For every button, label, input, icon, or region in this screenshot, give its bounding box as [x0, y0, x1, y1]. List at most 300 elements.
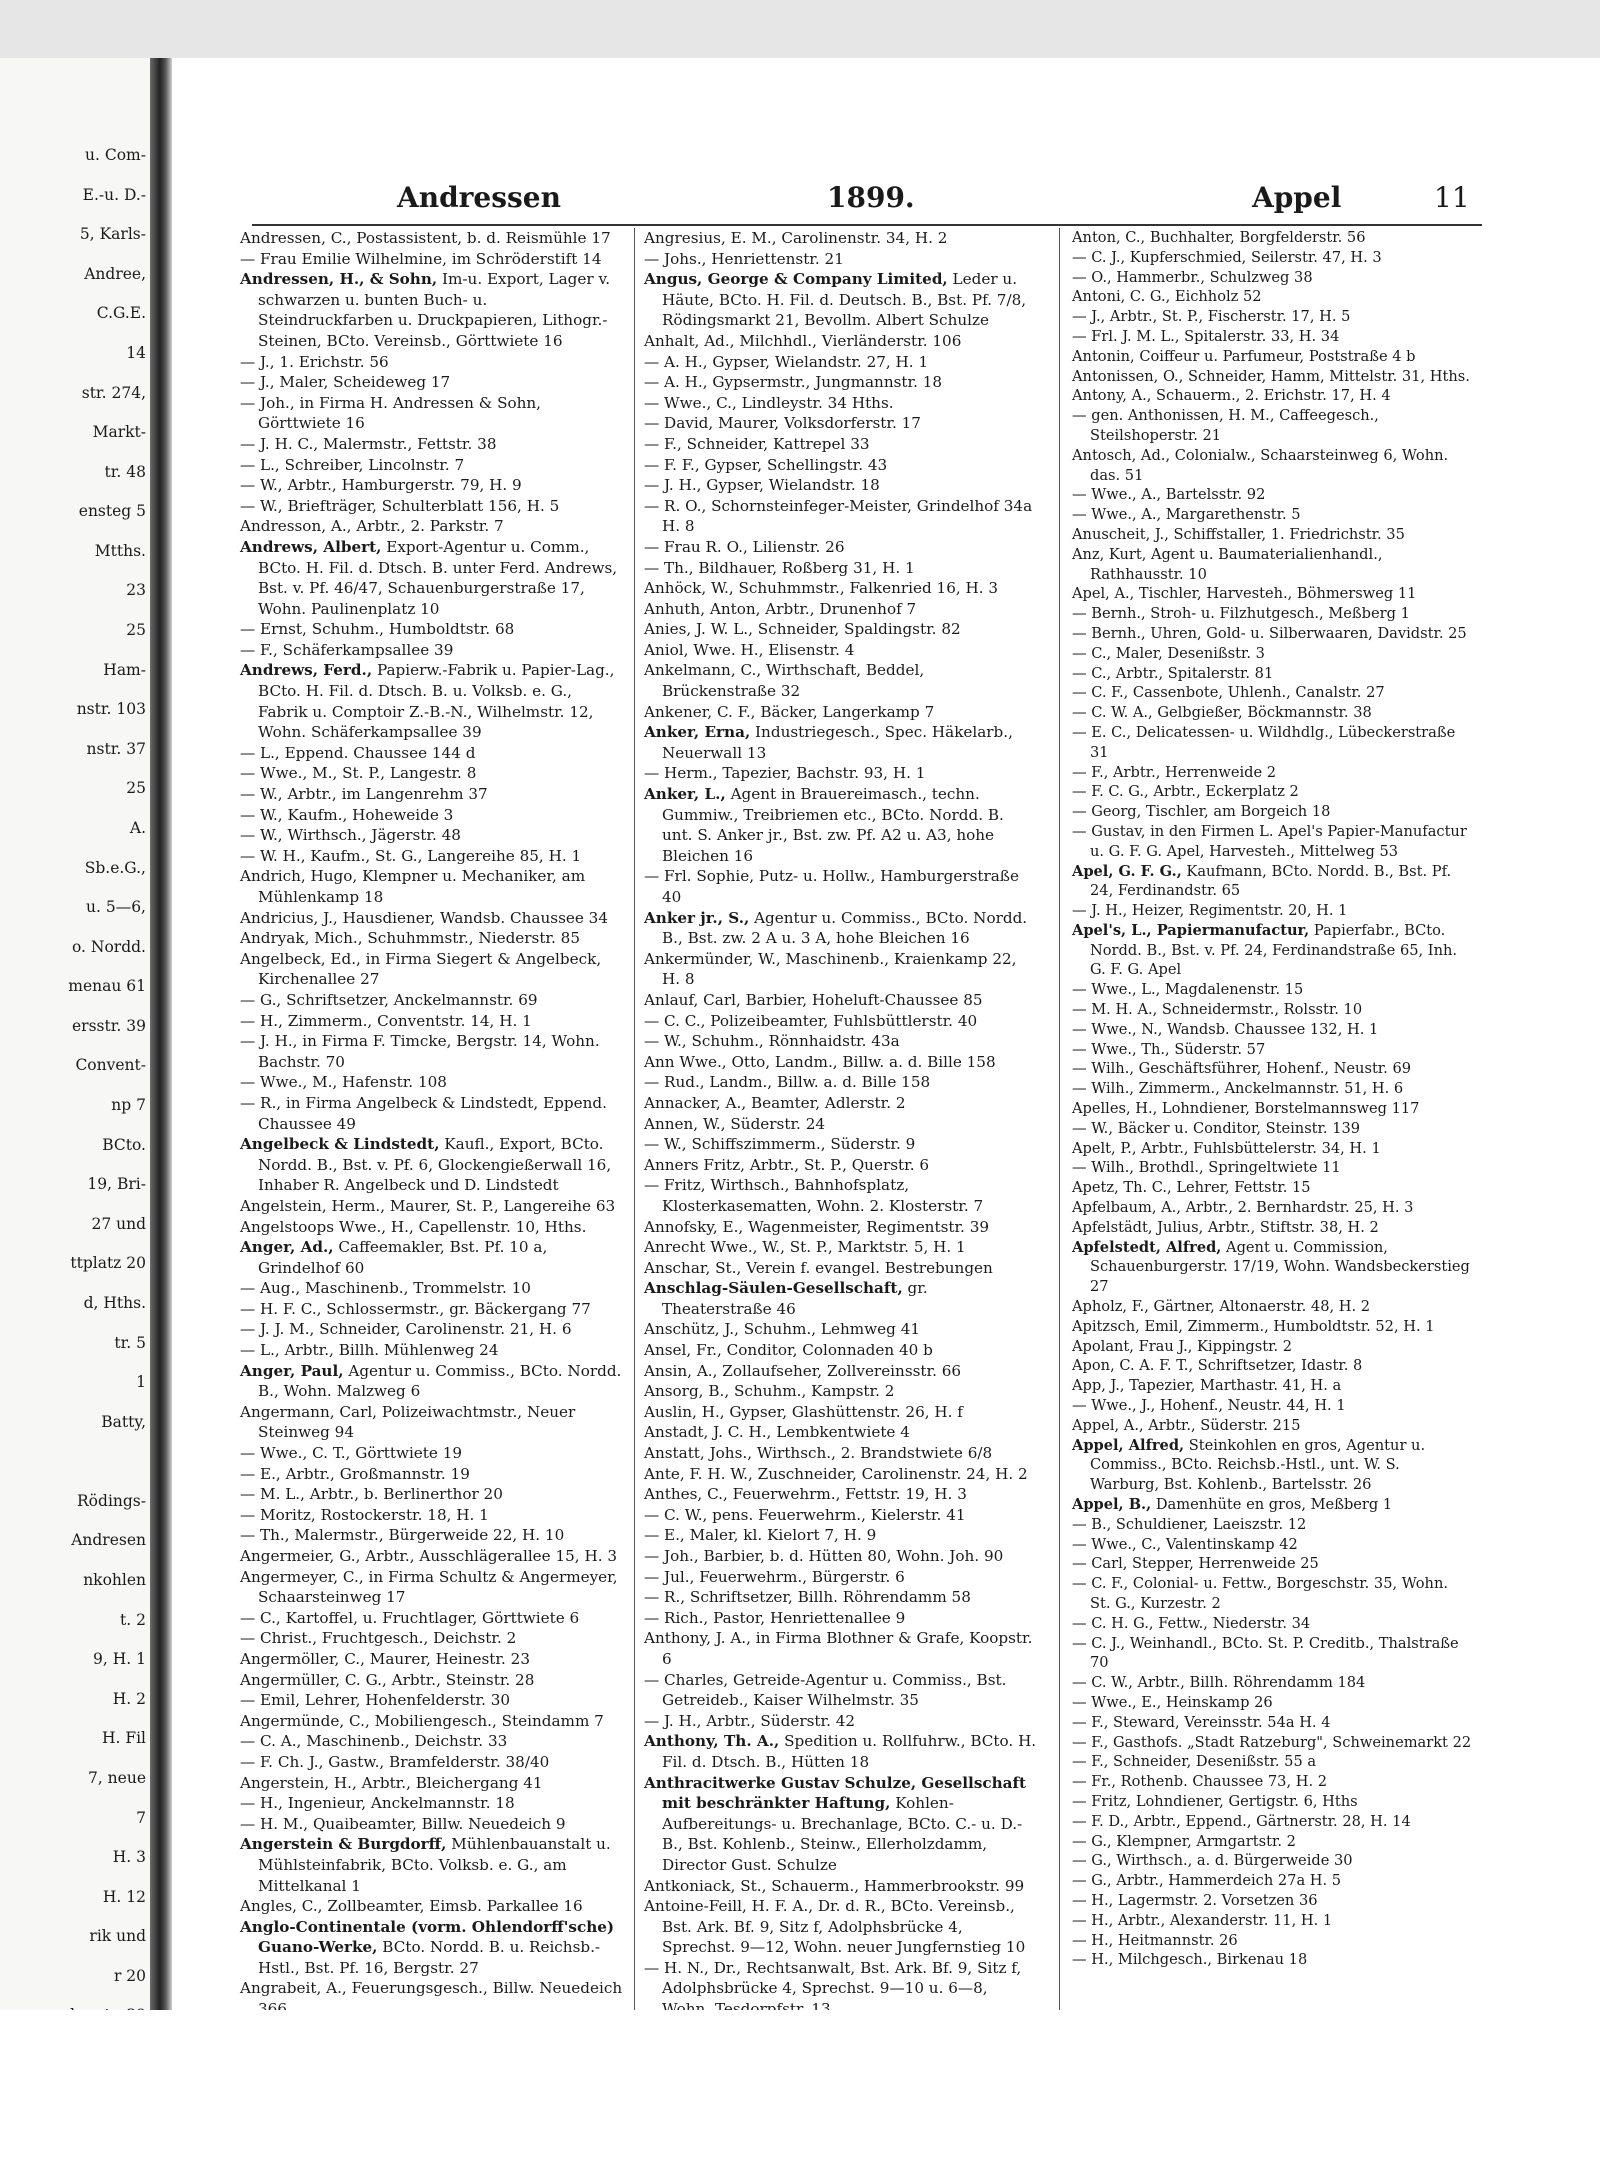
- entry-text: — C. W. A., Gelbgießer, Böckmannstr. 38: [1072, 704, 1372, 722]
- entry-text: — B., Schuldiener, Laeiszstr. 12: [1072, 1515, 1307, 1533]
- directory-entry: [1072, 287, 1472, 307]
- entry-text: — Rich., Pastor, Henriettenallee 9: [644, 1608, 906, 1627]
- directory-entry: [240, 1319, 625, 1340]
- entry-text: — Rud., Landm., Billw. a. d. Bille 158: [644, 1073, 931, 1092]
- entry-text: — C. A., Maschinenb., Deichstr. 33: [240, 1732, 508, 1751]
- entry-text: Annen, W., Süderstr. 24: [644, 1114, 826, 1133]
- directory-entry: [644, 1217, 1039, 1238]
- entry-text: — Frl. J. M. L., Spitalerstr. 33, H. 34: [1072, 327, 1340, 345]
- directory-column-2: [644, 228, 1039, 2020]
- entry-firm-name: Anger, Ad.,: [240, 1238, 334, 1257]
- directory-entry: [240, 1628, 625, 1649]
- entry-text: — H., Lagermstr. 2. Vorsetzen 36: [1072, 1891, 1318, 1909]
- directory-entry: [1072, 604, 1472, 624]
- directory-entry: [1072, 1574, 1472, 1614]
- directory-entry: [644, 660, 1039, 701]
- entry-text: — F. Ch. J., Gastw., Bramfelderstr. 38/40: [240, 1752, 550, 1771]
- entry-text: Export-Agentur u. Comm., BCto. H. Fil. d. Dtsch. B. unter Ferd. Andrews, Bst. v. Pf. 46/47, Schauenburgerstraße 17, Wohn. Paulinenplatz 10: [258, 537, 618, 618]
- directory-entry: [240, 249, 625, 270]
- directory-entry: [1072, 347, 1472, 367]
- entry-text: Steinkohlen en gros, Agentur u. Commiss., BCto. Reichsb.-Hstl., unt. W. S. Warburg, Bst. Kohlenb., Bartelsstr. 26: [1090, 1436, 1426, 1494]
- entry-text: Ankelmann, C., Wirthschaft, Beddel, Brückenstraße 32: [644, 661, 925, 701]
- entry-text: Angermann, Carl, Polizeiwachtmstr., Neuer Steinweg 94: [240, 1402, 576, 1442]
- entry-text: Angermünde, C., Mobiliengesch., Steindamm 7: [240, 1711, 604, 1730]
- entry-text: Angelstein, Herm., Maurer, St. P., Langereihe 63: [240, 1196, 616, 1215]
- entry-text: — C. C., Polizeibeamter, Fuhlsbüttlerstr. 40: [644, 1011, 978, 1030]
- directory-entry: [1072, 248, 1472, 268]
- entry-text: — G., Klempner, Armgartstr. 2: [1072, 1832, 1296, 1850]
- entry-text: — G., Arbtr., Hammerdeich 27a H. 5: [1072, 1872, 1342, 1890]
- column-divider: [1059, 228, 1060, 2068]
- directory-entry: [1072, 1614, 1472, 1634]
- directory-entry: [644, 558, 1039, 579]
- left-page-text-fragment: A.: [129, 819, 146, 837]
- entry-text: — Wwe., M., Hafenstr. 108: [240, 1073, 447, 1092]
- directory-entry: [644, 1731, 1039, 1772]
- directory-entry: [1072, 406, 1472, 446]
- directory-entry: [1072, 723, 1472, 763]
- left-page-fragment: [0, 58, 170, 2018]
- directory-entry: [644, 1237, 1039, 1258]
- entry-firm-name: Anker, Erna,: [644, 723, 751, 742]
- left-page-text-fragment: nstr. 103: [76, 700, 146, 718]
- directory-entry: [644, 1319, 1039, 1340]
- entry-text: Aniol, Wwe. H., Elisenstr. 4: [644, 640, 855, 659]
- entry-firm-name: Andressen, H., & Sohn,: [240, 270, 438, 289]
- directory-entry: [240, 825, 625, 846]
- entry-text: — Emil, Lehrer, Hohenfelderstr. 30: [240, 1691, 511, 1710]
- directory-entry: [240, 1814, 625, 1835]
- left-page-text-fragment: 14: [126, 344, 146, 362]
- entry-text: — R. O., Schornsteinfeger-Meister, Grindelhof 34a H. 8: [644, 496, 1033, 536]
- directory-entry: [1072, 1554, 1472, 1574]
- left-page-text-fragment: nkohlen: [83, 1571, 146, 1589]
- directory-entry: [644, 1072, 1039, 1093]
- directory-entry: [1072, 763, 1472, 783]
- entry-text: — M. H. A., Schneidermstr., Rolsstr. 10: [1072, 1001, 1363, 1019]
- entry-text: Apfelstädt, Julius, Arbtr., Stiftstr. 38, H. 2: [1072, 1218, 1379, 1236]
- entry-text: Andryak, Mich., Schuhmmstr., Niederstr. 85: [240, 929, 581, 948]
- entry-text: Ante, F. H. W., Zuschneider, Carolinenstr. 24, H. 2: [644, 1464, 1028, 1483]
- directory-entry: [1072, 1416, 1472, 1436]
- left-page-text-fragment: E.-u. D.-: [82, 186, 146, 204]
- left-page-text-fragment: Convent-: [75, 1056, 146, 1074]
- left-page-text-fragment: u. 5—6,: [86, 898, 146, 916]
- entry-text: Angrabeit, A., Feuerungsgesch., Billw. Neuedeich: [240, 1979, 623, 1998]
- entry-text: Agentur u. Commiss., BCto. Nordd. B., Wohn. Malzweg 6: [258, 1361, 622, 1401]
- directory-entry: [240, 1278, 625, 1299]
- directory-entry: [1072, 644, 1472, 664]
- directory-entry: [240, 1196, 625, 1217]
- directory-entry: [1072, 1317, 1472, 1337]
- left-page-text-fragment: Andresen: [71, 1531, 146, 1549]
- entry-text: Antonissen, O., Schneider, Hamm, Mittelstr. 31, Hths.: [1072, 367, 1470, 385]
- left-page-text-fragment: np 7: [111, 1096, 146, 1114]
- entry-text: — W., Arbtr., Hamburgerstr. 79, H. 9: [240, 476, 522, 495]
- left-page-text-fragment: d, Hths.: [83, 1294, 146, 1312]
- left-page-text-fragment: 19, Bri-: [87, 1175, 146, 1193]
- directory-entry: [240, 1340, 625, 1361]
- directory-entry: [1072, 505, 1472, 525]
- left-page-text-fragment: C.G.E.: [96, 304, 146, 322]
- directory-entry: [240, 846, 625, 867]
- entry-text: Andressen, C., Postassistent, b. d. Reismühle 17: [240, 229, 611, 247]
- directory-page: [172, 58, 1547, 2018]
- entry-text: — C. F., Cassenbote, Uhlenh., Canalstr. 27: [1072, 684, 1385, 702]
- entry-text: Kohlen-Aufbereitungs- u. Brechanlage, BCto. C.- u. D.-B., Bst. Kohlenb., Steinw., Ellerholzdamm, Director Gust. Schulze: [662, 1794, 1023, 1874]
- directory-entry: [240, 1093, 625, 1134]
- directory-entry: [1072, 1891, 1472, 1911]
- directory-column-1: [240, 228, 625, 2040]
- entry-text: Ankener, C. F., Bäcker, Langerkamp 7: [644, 702, 935, 721]
- directory-entry: [1072, 1733, 1472, 1753]
- page-header: [172, 58, 1547, 228]
- directory-entry: [644, 1052, 1039, 1073]
- left-page-text-fragment: BCto.: [102, 1136, 146, 1154]
- entry-firm-name: Anger, Paul,: [240, 1361, 344, 1380]
- entry-text: — F., Arbtr., Herrenweide 2: [1072, 763, 1277, 781]
- entry-text: — Wilh., Geschäftsführer, Hohenf., Neustr. 69: [1072, 1060, 1412, 1078]
- directory-entry: [644, 372, 1039, 393]
- entry-text: — A. H., Gypsermstr., Jungmannstr. 18: [644, 373, 943, 392]
- entry-text: Anhalt, Ad., Milchhdl., Vierländerstr. 106: [644, 331, 962, 350]
- entry-text: — J., Maler, Scheideweg 17: [240, 373, 451, 392]
- entry-text: — A. H., Gypser, Wielandstr. 27, H. 1: [644, 352, 929, 371]
- left-page-text-fragment: ttplatz 20: [70, 1254, 146, 1272]
- left-page-text-fragment: rik und: [89, 1927, 146, 1945]
- directory-entry: [240, 393, 625, 434]
- entry-text: Anstatt, Johs., Wirthsch., 2. Brandstwiete 6/8: [644, 1444, 993, 1463]
- directory-entry: [240, 990, 625, 1011]
- left-page-text-fragment: ersstr. 39: [71, 1017, 146, 1035]
- directory-entry: [644, 352, 1039, 373]
- entry-text: — Herm., Tapezier, Bachstr. 93, H. 1: [644, 764, 926, 783]
- entry-text: Annacker, A., Beamter, Adlerstr. 2: [644, 1093, 906, 1112]
- entry-text: App, J., Tapezier, Marthastr. 41, H. a: [1072, 1377, 1342, 1395]
- entry-text: Angresius, E. M., Carolinenstr. 34, H. 2: [644, 229, 948, 247]
- entry-text: — C. W., pens. Feuerwehrm., Kielerstr. 41: [644, 1505, 966, 1524]
- directory-entry: [644, 1587, 1039, 1608]
- entry-text: Anuscheit, J., Schiffstaller, 1. Friedrichstr. 35: [1072, 525, 1405, 543]
- directory-entry: [240, 1402, 625, 1443]
- directory-entry: [1072, 1693, 1472, 1713]
- left-page-text-fragment: Sb.e.G.,: [84, 859, 146, 877]
- directory-entry: [1072, 446, 1472, 486]
- entry-text: Antkoniack, St., Schauerm., Hammerbrookstr. 99: [644, 1876, 1025, 1895]
- entry-text: Caffeemakler, Bst. Pf. 10 a, Grindelhof 60: [258, 1238, 548, 1277]
- entry-text: — J. H., Heizer, Regimentstr. 20, H. 1: [1072, 902, 1348, 920]
- entry-firm-name: Angelbeck & Lindstedt,: [240, 1135, 440, 1154]
- directory-entry: [1072, 1673, 1472, 1693]
- directory-entry: [240, 1711, 625, 1732]
- entry-text: Andresson, A., Arbtr., 2. Parkstr. 7: [240, 517, 504, 536]
- directory-entry: [240, 1299, 625, 1320]
- scan-margin-top: [0, 0, 1600, 58]
- entry-text: — F., Schneider, Kattrepel 33: [644, 434, 870, 453]
- entry-text: BCto. Nordd. B. u. Reichsb.-Hstl., Bst. Pf. 16, Bergstr. 27: [258, 1938, 601, 1977]
- entry-text: — W. H., Kaufm., St. G., Langereihe 85, H. 1: [240, 846, 582, 865]
- directory-entry: [240, 866, 625, 907]
- entry-text: — C. W., Arbtr., Billh. Röhrendamm 184: [1072, 1674, 1366, 1692]
- entry-firm-name: Anglo-Continentale (vorm. Ohlendorff'sche) Guano-Werke,: [240, 1917, 615, 1957]
- directory-entry: [644, 475, 1039, 496]
- entry-text: — H. M., Quaibeamter, Billw. Neuedeich 9: [240, 1814, 566, 1833]
- entry-text: — H. N., Dr., Rechtsanwalt, Bst. Ark. Bf. 9, Sitz f, Adolphsbrücke 4, Sprechst. 9—10 u. 6—8,: [644, 1958, 1022, 1998]
- entry-text: Agentur u. Commiss., BCto. Nordd. B., Bst. zw. 2 A u. 3 A, hohe Bleichen 16: [662, 908, 1028, 948]
- left-page-text-fragment: Rödings-: [77, 1492, 146, 1510]
- entry-text: Annofsky, E., Wagenmeister, Regimentstr. 39: [644, 1217, 990, 1236]
- entry-text: — H., Ingenieur, Anckelmannstr. 18: [240, 1794, 515, 1813]
- entry-text: — R., Schriftsetzer, Billh. Röhrendamm 58: [644, 1588, 971, 1607]
- entry-text: — Frl. Sophie, Putz- u. Hollw., Hamburgerstraße 40: [644, 867, 1019, 906]
- directory-entry: [644, 619, 1039, 640]
- left-page-text-fragment: r 20: [113, 1967, 146, 1985]
- directory-entry: [1072, 1356, 1472, 1376]
- directory-entry: [240, 763, 625, 784]
- entry-firm-name: Apel's, L., Papiermanufactur,: [1072, 921, 1310, 939]
- left-page-text-fragment: 25: [126, 779, 146, 797]
- directory-entry: [1072, 1158, 1472, 1178]
- entry-text: Industriegesch., Spec. Häkelarb., Neuerwall 13: [662, 723, 1013, 762]
- directory-entry: [240, 640, 625, 661]
- entry-text: — Charles, Getreide-Agentur u. Commiss., Bst. Getreideb., Kaiser Wilhelmstr. 35: [644, 1670, 1007, 1710]
- entry-text: Apelt, P., Arbtr., Fuhlsbüttelerstr. 34, H. 1: [1072, 1139, 1381, 1157]
- entry-text: — L., Schreiber, Lincolnstr. 7: [240, 455, 465, 474]
- directory-entry: [1072, 1119, 1472, 1139]
- entry-text: Im-u. Export, Lager v. schwarzen u. bunten Buch- u. Steindruckfarben u. Druckpapieren, Lithogr.-Steinen, BCto. Vereinsb., Görttwiete 16: [258, 270, 611, 350]
- entry-text: Anschar, St., Verein f. evangel. Bestrebungen: [644, 1258, 993, 1277]
- entry-text: Ansel, Fr., Conditor, Colonnaden 40 b: [644, 1341, 933, 1360]
- year-heading: 1899.: [827, 181, 915, 214]
- directory-entry: [644, 1258, 1039, 1279]
- directory-entry: [240, 269, 625, 351]
- entry-text: Apolant, Frau J., Kippingstr. 2: [1072, 1337, 1293, 1355]
- directory-entry: [644, 1876, 1039, 1897]
- directory-entry: [240, 1917, 625, 1979]
- entry-text: — Wwe., C., Valentinskamp 42: [1072, 1535, 1298, 1553]
- left-page-text-fragment: 25: [126, 621, 146, 639]
- entry-text: — Fr., Rothenb. Chaussee 73, H. 2: [1072, 1773, 1328, 1791]
- left-page-text-fragment: H. 3: [112, 1848, 146, 1866]
- directory-entry: [644, 1278, 1039, 1319]
- directory-entry: [644, 1155, 1039, 1176]
- entry-text: Antoine-Feill, H. F. A., Dr. d. R., BCto. Vereinsb., Bst. Ark. Bf. 9, Sitz f, Adolphsbrücke 4, Sprechst. 9—12, Wohn. neuer Jungfernstieg 10: [644, 1897, 1026, 1957]
- scan-margin-bottom: [0, 2010, 1600, 2177]
- entry-text: Anton, C., Buchhalter, Borgfelderstr. 56: [1072, 229, 1366, 246]
- book-gutter: [150, 58, 172, 2018]
- directory-entry: [1072, 921, 1472, 980]
- entry-text: Kaufmann, BCto. Nordd. B., Bst. Pf. 24, Ferdinandstr. 65: [1090, 862, 1452, 900]
- entry-firm-name: Apel, G. F. G.,: [1072, 862, 1182, 880]
- directory-entry: [240, 434, 625, 455]
- entry-text: Anrecht Wwe., W., St. P., Marktstr. 5, H. 1: [644, 1238, 966, 1257]
- directory-entry: [644, 1896, 1039, 1958]
- directory-entry: [240, 1731, 625, 1752]
- directory-entry: [240, 1525, 625, 1546]
- entry-text: — Wilh., Brothdl., Springeltwiete 11: [1072, 1159, 1341, 1177]
- entry-firm-name: Anthracitwerke Gustav Schulze, Gesellschaft mit beschränkter Haftung,: [644, 1773, 1027, 1813]
- entry-text: Antoni, C. G., Eichholz 52: [1072, 288, 1262, 306]
- entry-text: — H., Arbtr., Alexanderstr. 11, H. 1: [1072, 1911, 1333, 1929]
- left-page-text-fragment: 1: [136, 1373, 146, 1391]
- entry-text: — Wwe., A., Margarethenstr. 5: [1072, 506, 1301, 524]
- entry-text: — E., Arbtr., Großmannstr. 19: [240, 1464, 470, 1483]
- directory-entry: [644, 1711, 1039, 1732]
- directory-entry: [240, 928, 625, 949]
- entry-text: — H., Heitmannstr. 26: [1072, 1931, 1238, 1949]
- directory-column-3: [1072, 228, 1472, 1970]
- directory-entry: [240, 1670, 625, 1691]
- directory-entry: [644, 1628, 1039, 1669]
- entry-text: Apelles, H., Lohndiener, Borstelmannsweg 117: [1072, 1100, 1420, 1118]
- directory-entry: [644, 990, 1039, 1011]
- entry-text: gr. Theaterstraße 46: [662, 1279, 928, 1318]
- directory-entry: [644, 1011, 1039, 1032]
- directory-entry: [644, 1670, 1039, 1711]
- directory-entry: [644, 640, 1039, 661]
- entry-text: Auslin, H., Gypser, Glashüttenstr. 26, H. f: [644, 1402, 963, 1421]
- directory-entry: [644, 228, 1039, 249]
- entry-text: Angelbeck, Ed., in Firma Siegert & Angelbeck, Kirchenallee 27: [240, 949, 602, 989]
- left-page-text-fragment: tr. 5: [114, 1334, 146, 1352]
- entry-text: — Wilh., Zimmerm., Anckelmannstr. 51, H. 6: [1072, 1080, 1404, 1098]
- directory-entry: [1072, 1634, 1472, 1674]
- entry-text: — Wwe., J., Hohenf., Neustr. 44, H. 1: [1072, 1397, 1346, 1415]
- entry-text: — H. F. C., Schlossermstr., gr. Bäckergang 77: [240, 1299, 591, 1318]
- entry-text: — F., Schneider, Desenißstr. 55 a: [1072, 1753, 1317, 1771]
- directory-entry: [240, 949, 625, 990]
- entry-text: Ansin, A., Zollaufseher, Zollvereinsstr. 66: [644, 1361, 962, 1380]
- directory-entry: [644, 1114, 1039, 1135]
- directory-entry: [1072, 1436, 1472, 1495]
- directory-entry: [644, 578, 1039, 599]
- entry-text: Anhöck, W., Schuhmmstr., Falkenried 16, H. 3: [644, 579, 999, 598]
- entry-text: Antony, A., Schauerm., 2. Erichstr. 17, H. 4: [1072, 387, 1391, 405]
- directory-entry: [1072, 1139, 1472, 1159]
- directory-entry: [240, 1649, 625, 1670]
- entry-text: Antosch, Ad., Colonialw., Schaarsteinweg 6, Wohn. das. 51: [1072, 446, 1449, 484]
- directory-entry: [1072, 980, 1472, 1000]
- directory-entry: [1072, 1792, 1472, 1812]
- directory-entry: [240, 660, 625, 742]
- directory-entry: [644, 1361, 1039, 1382]
- directory-entry: [644, 1093, 1039, 1114]
- directory-entry: [240, 1752, 625, 1773]
- directory-entry: [644, 763, 1039, 784]
- entry-text: — F. D., Arbtr., Eppend., Gärtnerstr. 28, H. 14: [1072, 1812, 1411, 1830]
- entry-text: — Th., Bildhauer, Roßberg 31, H. 1: [644, 558, 915, 577]
- entry-text: Anies, J. W. L., Schneider, Spaldingstr. 82: [644, 620, 961, 639]
- directory-entry: [1072, 822, 1472, 862]
- left-page-text-fragment: t. 2: [120, 1611, 146, 1629]
- entry-text: Apon, C. A. F. T., Schriftsetzer, Idastr. 8: [1072, 1357, 1363, 1375]
- entry-text: — L., Arbtr., Billh. Mühlenweg 24: [240, 1341, 499, 1360]
- directory-entry: [644, 1608, 1039, 1629]
- directory-entry: [644, 1773, 1039, 1876]
- directory-entry: [1072, 683, 1472, 703]
- directory-entry: [240, 1484, 625, 1505]
- directory-entry: [1072, 1396, 1472, 1416]
- directory-entry: [1072, 485, 1472, 505]
- directory-entry: [644, 702, 1039, 723]
- running-head-right: Appel: [1252, 181, 1342, 214]
- entry-text: — Wwe., Th., Süderstr. 57: [1072, 1040, 1266, 1058]
- entry-text: — David, Maurer, Volksdorferstr. 17: [644, 414, 921, 433]
- entry-text: Damenhüte en gros, Meßberg 1: [1151, 1496, 1393, 1513]
- directory-entry: [1072, 1713, 1472, 1733]
- entry-text: — J. H., in Firma F. Timcke, Bergstr. 14, Wohn. Bachstr. 70: [240, 1032, 600, 1071]
- entry-text: — F. C. G., Arbtr., Eckerplatz 2: [1072, 783, 1299, 801]
- entry-text: Angermeyer, C., in Firma Schultz & Angermeyer, Schaarsteinweg 17: [240, 1567, 618, 1607]
- left-page-text-fragment: 27 und: [91, 1215, 146, 1233]
- directory-entry: [644, 1134, 1039, 1155]
- directory-entry: [240, 516, 625, 537]
- directory-entry: [644, 1505, 1039, 1526]
- directory-entry: [1072, 584, 1472, 604]
- entry-text: Papierfabr., BCto. Nordd. B., Bst. v. Pf. 24, Ferdinandstraße 65, Inh. G. F. G. Apel: [1090, 921, 1458, 979]
- entry-firm-name: Anthony, Th. A.,: [644, 1732, 780, 1751]
- directory-entry: [1072, 386, 1472, 406]
- header-rule: [252, 224, 1482, 226]
- directory-entry: [644, 1525, 1039, 1546]
- left-page-text-fragment: H. Fil: [101, 1729, 146, 1747]
- directory-entry: [240, 1834, 625, 1896]
- entry-firm-name: Anker jr., S.,: [644, 908, 750, 927]
- directory-entry: [1072, 1099, 1472, 1119]
- directory-entry: [240, 475, 625, 496]
- left-page-text-fragment: Mtths.: [94, 542, 146, 560]
- entry-text: Angelstoops Wwe., H., Capellenstr. 10, Hths.: [240, 1217, 587, 1236]
- entry-text: Andrich, Hugo, Klempner u. Mechaniker, am Mühlenkamp 18: [240, 867, 586, 906]
- left-page-text-fragment: tr. 48: [104, 463, 146, 481]
- directory-entry: [240, 1690, 625, 1711]
- directory-entry: [240, 1546, 625, 1567]
- entry-text: Agent in Brauereimasch., techn. Gummiw., Treibriemen etc., BCto. Nordd. B. unt. S. Anker jr., Bst. zw. Pf. A2 u. A3, hohe Bleichen 16: [662, 785, 1004, 865]
- entry-text: — J., Arbtr., St. P., Fischerstr. 17, H. 5: [1072, 308, 1351, 326]
- entry-text: Apetz, Th. C., Lehrer, Fettstr. 15: [1072, 1179, 1311, 1197]
- entry-text: Angermeier, G., Arbtr., Ausschlägerallee 15, H. 3: [240, 1547, 618, 1565]
- directory-entry: [1072, 1337, 1472, 1357]
- entry-text: Anhuth, Anton, Arbtr., Drunenhof 7: [644, 599, 917, 618]
- directory-entry: [240, 743, 625, 764]
- directory-entry: [240, 1464, 625, 1485]
- directory-entry: [1072, 1198, 1472, 1218]
- directory-entry: [644, 1402, 1039, 1423]
- entry-text: — W., Bäcker u. Conditor, Steinstr. 139: [1072, 1119, 1361, 1137]
- entry-text: — W., Wirthsch., Jägerstr. 48: [240, 826, 461, 845]
- directory-entry: [644, 1381, 1039, 1402]
- directory-entry: [644, 784, 1039, 866]
- entry-text: — W., Arbtr., im Langenrehm 37: [240, 785, 488, 804]
- entry-firm-name: Appel, B.,: [1072, 1496, 1152, 1513]
- directory-entry: [1072, 1535, 1472, 1555]
- directory-entry: [240, 372, 625, 393]
- left-page-text-fragment: 9, H. 1: [93, 1650, 146, 1668]
- entry-text: — gen. Anthonissen, H. M., Caffeegesch., Steilshoperstr. 21: [1072, 407, 1379, 444]
- directory-entry: [1072, 1752, 1472, 1772]
- entry-firm-name: Apfelstedt, Alfred,: [1072, 1238, 1222, 1256]
- directory-entry: [1072, 1911, 1472, 1931]
- entry-text: Angles, C., Zollbeamter, Eimsb. Parkallee 16: [240, 1897, 583, 1916]
- left-page-text-fragment: Batty,: [101, 1413, 146, 1431]
- entry-firm-name: Andrews, Albert,: [240, 537, 382, 556]
- entry-text: — Wwe., N., Wandsb. Chaussee 132, H. 1: [1072, 1020, 1379, 1038]
- directory-entry: [1072, 327, 1472, 347]
- directory-entry: [240, 1134, 625, 1196]
- entry-text: — Th., Malermstr., Bürgerweide 22, H. 10: [240, 1526, 565, 1545]
- directory-entry: [240, 1237, 625, 1278]
- directory-entry: [1072, 1020, 1472, 1040]
